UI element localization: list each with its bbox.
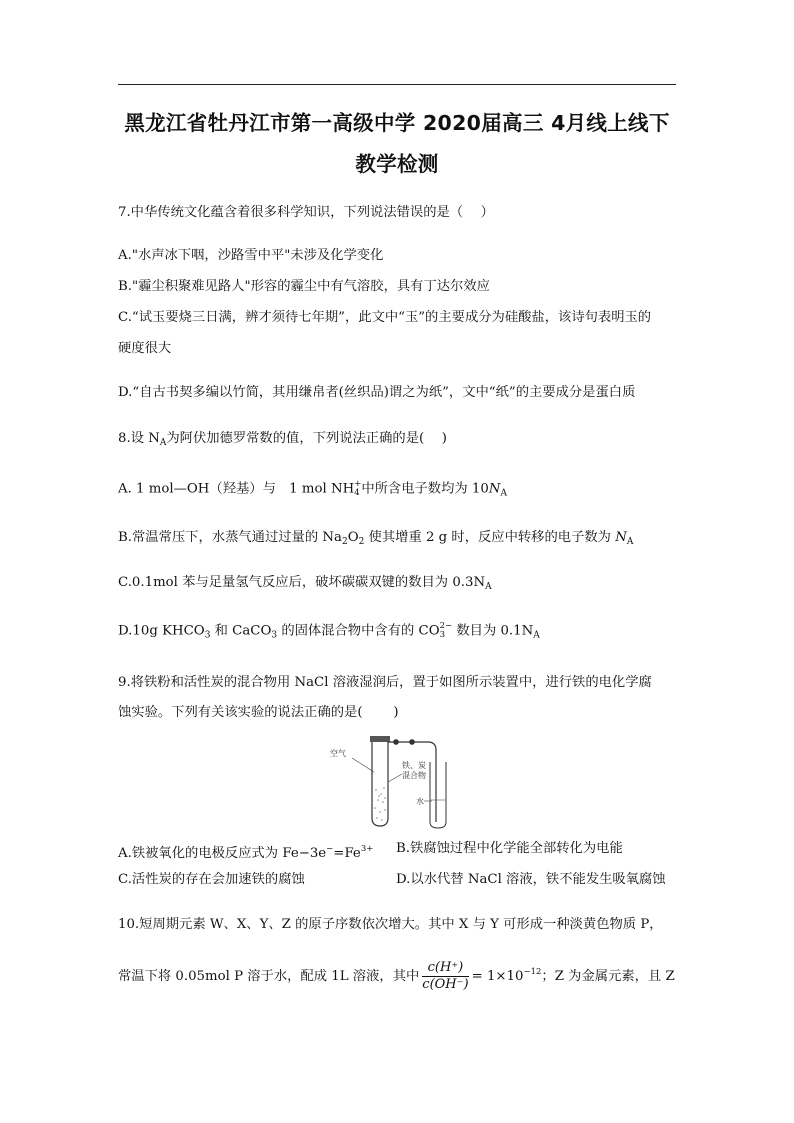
q9-option-d: D.以水代替 NaCl 溶液，铁不能发生吸氧腐蚀: [396, 872, 666, 887]
iron-carbon-mixture: [374, 787, 386, 821]
q8-option-d: D.10g $KHCO_3$ 和 CaCO$_3$ 的固体混合物中含有的 CO 2− 3 数目为 $0.1N_A$: [118, 621, 540, 641]
q9-stem: 9.将铁粉和活性炭的混合物用 NaCl 溶液湿润后，置于如图所示装置中，进行铁的电化学腐: [118, 675, 652, 690]
q7-option-a: A."水声冰下咽，沙路雪中平"未涉及化学变化: [118, 248, 384, 263]
stopper: [370, 736, 390, 742]
q7-option-d: D.“自古书契多编以竹简，其用缣帛者(丝织品)谓之为纸”，文中“纸”的主要成分是蛋白质: [118, 385, 636, 400]
q9-option-c: C.活性炭的存在会加速铁的腐蚀: [118, 872, 305, 887]
q10-stem: 10.短周期元素 W、X、Y、Z 的原子序数依次增大。其中 X 与 Y 可形成一种淡黄色物质 P，: [118, 917, 663, 932]
q9-stem-cont: 蚀实验。下列有关该实验的说法正确的是( ): [118, 705, 399, 720]
q7-stem: 7.中华传统文化蕴含着很多科学知识，下列说法错误的是（ ）: [118, 205, 494, 220]
fig-label-mix1: 铁、炭: [402, 761, 426, 770]
fig-label-mix2: 混合物: [402, 771, 426, 780]
page-title-line2: 教学检测: [355, 152, 439, 176]
q7-option-b: B."霾尘积聚难见路人"形容的霾尘中有气溶胶，具有丁达尔效应: [118, 279, 490, 294]
q9-option-b: B.铁腐蚀过程中化学能全部转化为电能: [396, 841, 623, 856]
q7-option-c-cont: 硬度很大: [118, 341, 172, 356]
ratio-fraction: $\frac{c(H^+)}{c(OH^-)}$: [422, 960, 469, 992]
q8-option-c: C.0.1mol 苯与足量氢气反应后，破坏碳碳双键的数目为 $0.3N_A$: [118, 575, 492, 592]
q8-stem: 8.设 $N_A$为阿伏加德罗常数的值，下列说法正确的是( ): [118, 431, 447, 448]
page-title: 黑龙江省牡丹江市第一高级中学 2020届高三 4月线上线下: [124, 111, 670, 135]
q10-stem-cont: 常温下将 0.05mol P 溶于水，配成 1L 溶液，其中 $\frac{c(H^+)}{c(OH^-)}$ = $1\times 10^{-12}$；Z 为金属元素，且 Z: [118, 960, 675, 992]
fig-label-water: 水: [416, 797, 424, 806]
top-rule: [118, 84, 676, 85]
q8-option-b: B.常温常压下，水蒸气通过过量的 $Na_2O_2$ 使其增重 2 g 时，反应中转移的电子数为 $N_A$: [118, 530, 634, 547]
q8-option-a: A. 1 mol—OH（羟基）与 1 mol NH + 4 中所含电子数均为 $10N_A$: [118, 479, 507, 499]
q9-option-a: A.铁被氧化的电极反应式为 $Fe-3e^-=Fe^{3+}$: [118, 844, 374, 861]
q7-option-c: C.“试玉要烧三日满，辨才须待七年期”，此文中“玉”的主要成分为硅酸盐，该诗句表明玉的: [118, 310, 652, 325]
apparatus-figure: [328, 730, 468, 830]
fig-label-air: 空气: [330, 749, 346, 758]
